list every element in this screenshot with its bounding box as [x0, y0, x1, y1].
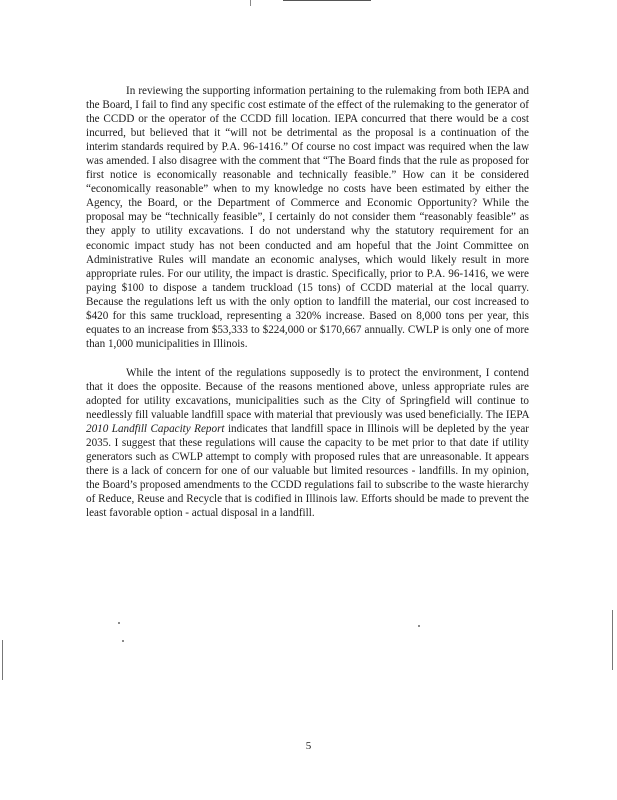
paragraph-cost-impact [86, 84, 529, 351]
top-edge-tick [250, 0, 251, 6]
paragraph-environment-text-end: indicates that landfill space in Illinois will be depleted by the year 2035. I suggest that these regulations will cause the capacity to be met prior to that date if utility generators such as CWLP attempt to comply with proposed rules that are unreasonable. It appears there is a lack of concern for one of our valuable but limited resources - landfills. In my opinion, the Board’s proposed amendments to the CCDD regulations fail to subscribe to the waste hierarchy of Reduce, Reuse and Recycle that is codified in Illinois law. Efforts should be made to prevent the least favorable option - actual disposal in a landfill. [86, 423, 529, 520]
left-scan-edge-mark [2, 640, 3, 680]
paragraph-environment [86, 366, 529, 521]
scan-speck [122, 640, 124, 642]
letter-body [86, 84, 529, 520]
top-edge-rule [283, 0, 371, 1]
scan-speck [418, 625, 420, 627]
page-number: 5 [305, 740, 312, 752]
right-scan-edge-mark [612, 610, 613, 670]
scan-speck [118, 622, 120, 624]
landfill-report-title: 2010 Landfill Capacity Report [86, 423, 225, 436]
paragraph-cost-impact-text: In reviewing the supporting information pertaining to the rulemaking from both IEPA and the Board, I fail to find any specific cost estimate of the effect of the rulemaking to the generator of the CCDD or the operator of the CCDD fill location. IEPA concurred that there would be a cost incurred, but believed that it “will not be detrimental as the proposal is a continuation of the interim standards required by P.A. 96-1416.” Of course no cost impact was required when the law was amended. I also disagree with the comment that “The Board finds that the rule as proposed for first notice is economically reasonable and technically feasible.” How can it be considered “economically reasonable” when to my knowledge no costs have been estimated by either the Agency, the Board, or the Department of Commerce and Economic Opportunity? While the proposal may be “technically feasible”, I certainly do not consider them “reasonably feasible” as they apply to utility excavations. I do not understand why the statutory requirement for an economic impact study has not been conducted and am hopeful that the Joint Committee on Administrative Rules will mandate an economic analyses, which would likely result in more appropriate rules. For our utility, the impact is drastic. Specifically, prior to P.A. 96-1416, we were paying $100 to dispose a tandem truckload (15 tons) of CCDD material at the local quarry. Because the regulations left us with the only option to landfill the material, our cost increased to $420 for this same truckload, representing a 320% increase. Based on 8,000 tons per year, this equates to an increase from $53,333 to $224,000 or $170,667 annually. CWLP is only one of more than 1,000 municipalities in Illinois. [86, 85, 529, 350]
paragraph-environment-text-start: While the intent of the regulations supposedly is to protect the environment, I contend that it does the opposite. Because of the reasons mentioned above, unless appropriate rules are adopted for utility excavations, municipalities such as the City of Springfield will continue to needlessly fill valuable landfill space with material that previously was used beneficially. The IEPA [86, 366, 529, 422]
